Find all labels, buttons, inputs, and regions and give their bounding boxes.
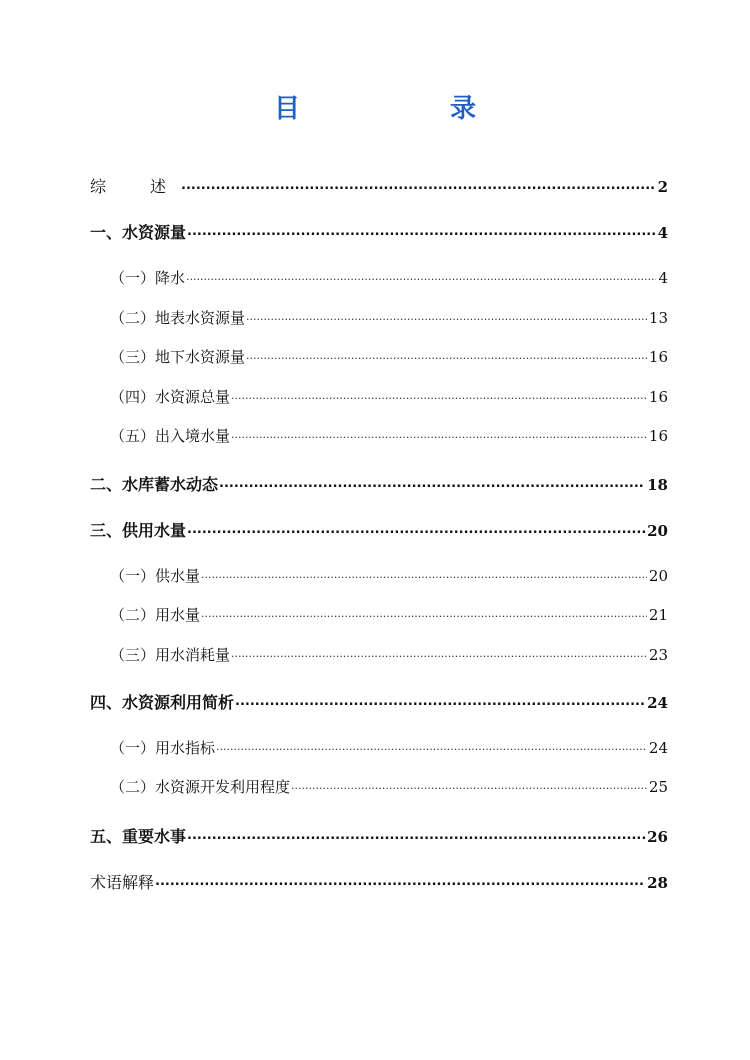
- toc-entry-page: 2: [657, 178, 668, 196]
- dot-leader: [187, 828, 645, 843]
- dot-leader: [231, 428, 647, 441]
- toc-entry-label: （三）用水消耗量: [110, 646, 231, 664]
- toc-entry-glossary[interactable]: [90, 870, 668, 893]
- toc-entry-label: （一）供水量: [110, 567, 201, 585]
- toc-entry-label: （二）用水量: [110, 606, 201, 624]
- toc-entry-page: 23: [648, 646, 668, 664]
- toc-entry-label: （一）降水: [110, 269, 186, 287]
- toc-entry-label: 综 述: [90, 177, 181, 196]
- toc-entry-page: 16: [648, 388, 668, 406]
- dot-leader: [186, 270, 656, 283]
- toc-entry-label: 三、供用水量: [90, 521, 187, 540]
- toc-entry-section-1-3[interactable]: [110, 346, 668, 367]
- toc-entry-page: 28: [647, 874, 668, 892]
- toc-entry-label: （五）出入境水量: [110, 427, 231, 445]
- dot-leader: [219, 476, 645, 491]
- toc-entry-page: 25: [648, 778, 668, 796]
- toc-entry-section-2[interactable]: [90, 472, 668, 495]
- toc-entry-label: （一）用水指标: [110, 739, 216, 757]
- toc-entry-section-1-1[interactable]: [110, 267, 668, 288]
- toc-entry-section-4-2[interactable]: [110, 776, 668, 797]
- toc-entry-section-3-3[interactable]: [110, 644, 668, 665]
- toc-entry-page: 26: [647, 828, 668, 846]
- toc-entry-page: 4: [657, 224, 668, 242]
- dot-leader: [187, 224, 656, 239]
- dot-leader: [291, 779, 647, 792]
- dot-leader: [155, 874, 645, 889]
- toc-entry-section-3-1[interactable]: [110, 565, 668, 586]
- toc-entry-section-1-2[interactable]: [110, 307, 668, 328]
- toc-entry-page: 20: [647, 522, 668, 540]
- toc-entry-section-5[interactable]: [90, 824, 668, 847]
- toc-entry-label: 四、水资源利用简析: [90, 693, 235, 712]
- toc-entry-page: 16: [648, 348, 668, 366]
- toc-entry-page: 24: [648, 739, 668, 757]
- toc-entry-section-1-4[interactable]: [110, 386, 668, 407]
- toc-entry-label: （二）地表水资源量: [110, 309, 246, 327]
- dot-leader: [231, 647, 647, 660]
- dot-leader: [231, 389, 647, 402]
- toc-entry-label: 二、水库蓄水动态: [90, 475, 219, 494]
- dot-leader: [246, 349, 647, 362]
- dot-leader: [201, 568, 647, 581]
- toc-entry-page: 20: [648, 567, 668, 585]
- toc-entry-section-4-1[interactable]: [110, 737, 668, 758]
- dot-leader: [201, 607, 647, 620]
- page-title: 目 录: [273, 94, 538, 124]
- toc-entry-section-1-5[interactable]: [110, 425, 668, 446]
- toc-entry-overview[interactable]: [90, 174, 668, 197]
- toc-entry-label: （二）水资源开发利用程度: [110, 778, 291, 796]
- toc-entry-label: 术语解释: [90, 873, 155, 892]
- toc-entry-section-4[interactable]: [90, 690, 668, 713]
- toc-entry-section-1[interactable]: [90, 220, 668, 243]
- dot-leader: [216, 740, 647, 753]
- toc-entry-page: 24: [647, 694, 668, 712]
- toc-entry-section-3-2[interactable]: [110, 604, 668, 625]
- toc-entry-label: 五、重要水事: [90, 827, 187, 846]
- toc-entry-label: （四）水资源总量: [110, 388, 231, 406]
- toc-entry-label: （三）地下水资源量: [110, 348, 246, 366]
- dot-leader: [181, 178, 656, 193]
- toc-entry-page: 4: [658, 269, 668, 287]
- toc-entry-section-3[interactable]: [90, 518, 668, 541]
- toc-entry-page: 13: [648, 309, 668, 327]
- dot-leader: [187, 522, 645, 537]
- toc-entry-label: 一、水资源量: [90, 223, 187, 242]
- dot-leader: [246, 310, 647, 323]
- dot-leader: [235, 694, 645, 709]
- toc-entry-page: 21: [648, 606, 668, 624]
- toc-entry-page: 18: [647, 476, 668, 494]
- toc-entry-page: 16: [648, 427, 668, 445]
